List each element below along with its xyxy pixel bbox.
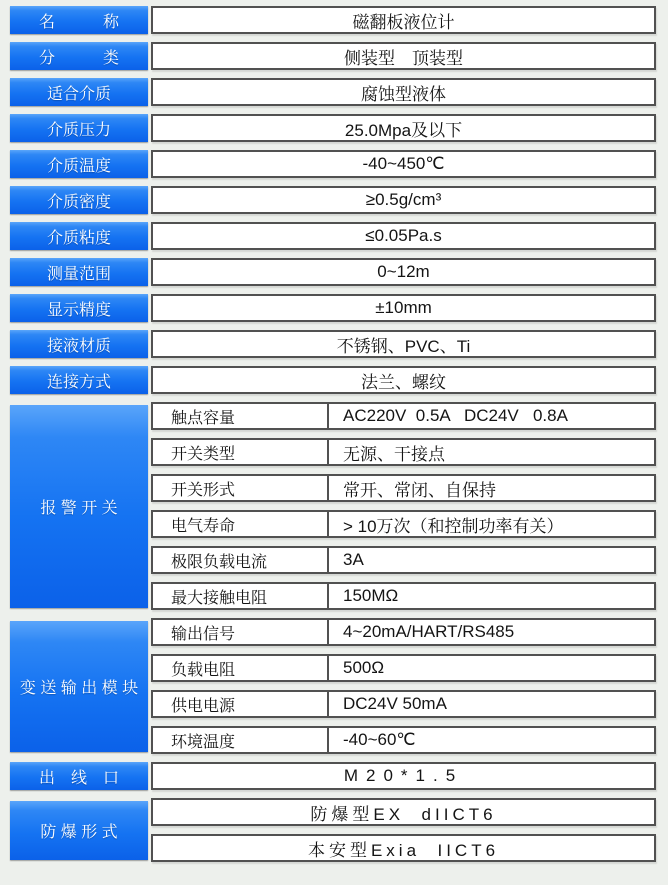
row-label: 适合介质 <box>10 78 148 106</box>
subrow-limit-load-current <box>151 546 656 574</box>
subrow-name: 电气寿命 <box>153 512 329 536</box>
spec-row-category <box>10 42 656 70</box>
row-label: 连接方式 <box>10 366 148 394</box>
row-value: ±10mm <box>151 294 656 322</box>
row-value: 法兰、螺纹 <box>151 366 656 394</box>
subrow-output-signal <box>151 618 656 646</box>
row-label: 介质密度 <box>10 186 148 214</box>
subrow-intrinsically-safe-exia: 本安型Exia IICT6 <box>151 834 656 862</box>
spec-row-medium-density <box>10 186 656 214</box>
spec-row-measuring-range <box>10 258 656 286</box>
subrow-name: 极限负载电流 <box>153 548 329 572</box>
spec-row-display-accuracy <box>10 294 656 322</box>
row-label: 介质粘度 <box>10 222 148 250</box>
subrow-name: 负载电阻 <box>153 656 329 680</box>
subrow-value: 常开、常闭、自保持 <box>343 480 496 500</box>
row-value: ≤0.05Pa.s <box>151 222 656 250</box>
subrow-contact-capacity <box>151 402 656 430</box>
subrow-power-supply <box>151 690 656 718</box>
subrow-max-contact-resistance <box>151 582 656 610</box>
row-label: 测量范围 <box>10 258 148 286</box>
row-value: 25.0Mpa及以下 <box>151 114 656 142</box>
spec-row-connection-type <box>10 366 656 394</box>
alarm-subrows <box>151 402 656 610</box>
row-label: 显示精度 <box>10 294 148 322</box>
subrow-value: 无源、干接点 <box>343 444 445 464</box>
explosion-subrows <box>151 798 656 862</box>
alarm-switch-group <box>10 402 656 610</box>
subrow-name: 输出信号 <box>153 620 329 644</box>
subrow-value: DC24V 50mA <box>343 694 447 713</box>
group-label: 防 爆 形 式 <box>10 801 148 860</box>
spec-row-medium-temperature <box>10 150 656 178</box>
subrow-name: 开关形式 <box>153 476 329 500</box>
row-label: 出 线 口 <box>10 762 148 790</box>
subrow-explosion-proof-ex: 防爆型EX dIICT6 <box>151 798 656 826</box>
spec-row-suitable-medium <box>10 78 656 106</box>
transmitter-output-group <box>10 618 656 754</box>
subrow-ambient-temperature <box>151 726 656 754</box>
row-value: 磁翻板液位计 <box>151 6 656 34</box>
spec-row-cable-outlet <box>10 762 656 790</box>
subrow-electrical-life <box>151 510 656 538</box>
row-value: ≥0.5g/cm³ <box>151 186 656 214</box>
subrow-name: 开关类型 <box>153 440 329 464</box>
row-label: 接液材质 <box>10 330 148 358</box>
subrow-value: 4~20mA/HART/RS485 <box>343 622 515 641</box>
subrow-name: 环境温度 <box>153 728 329 752</box>
subrow-name: 触点容量 <box>153 404 329 428</box>
row-label: 名 称 <box>10 6 148 34</box>
row-value: M20*1.5 <box>151 762 656 790</box>
transmitter-subrows <box>151 618 656 754</box>
subrow-value: -40~60℃ <box>343 730 416 749</box>
spec-row-wetted-material <box>10 330 656 358</box>
subrow-load-resistance <box>151 654 656 682</box>
group-label: 报 警 开 关 <box>10 405 148 608</box>
spec-row-medium-viscosity <box>10 222 656 250</box>
row-value: 不锈钢、PVC、Ti <box>151 330 656 358</box>
subrow-value: 3A <box>343 550 364 569</box>
subrow-switch-form <box>151 474 656 502</box>
row-value: 侧装型 顶装型 <box>151 42 656 70</box>
row-label: 分 类 <box>10 42 148 70</box>
subrow-name: 最大接触电阻 <box>153 584 329 608</box>
subrow-value: 500Ω <box>343 658 385 677</box>
spec-row-name <box>10 6 656 34</box>
row-value: 0~12m <box>151 258 656 286</box>
row-label: 介质压力 <box>10 114 148 142</box>
spec-row-medium-pressure <box>10 114 656 142</box>
subrow-value: 150MΩ <box>343 586 399 605</box>
row-value: -40~450℃ <box>151 150 656 178</box>
subrow-name: 供电电源 <box>153 692 329 716</box>
explosion-proof-group <box>10 798 656 862</box>
subrow-value: AC220V 0.5A DC24V 0.8A <box>343 406 568 425</box>
group-label: 变 送 输 出 模 块 <box>10 621 148 752</box>
row-value: 腐蚀型液体 <box>151 78 656 106</box>
subrow-switch-type <box>151 438 656 466</box>
row-label: 介质温度 <box>10 150 148 178</box>
subrow-value: > 10万次（和控制功率有关） <box>343 516 564 536</box>
